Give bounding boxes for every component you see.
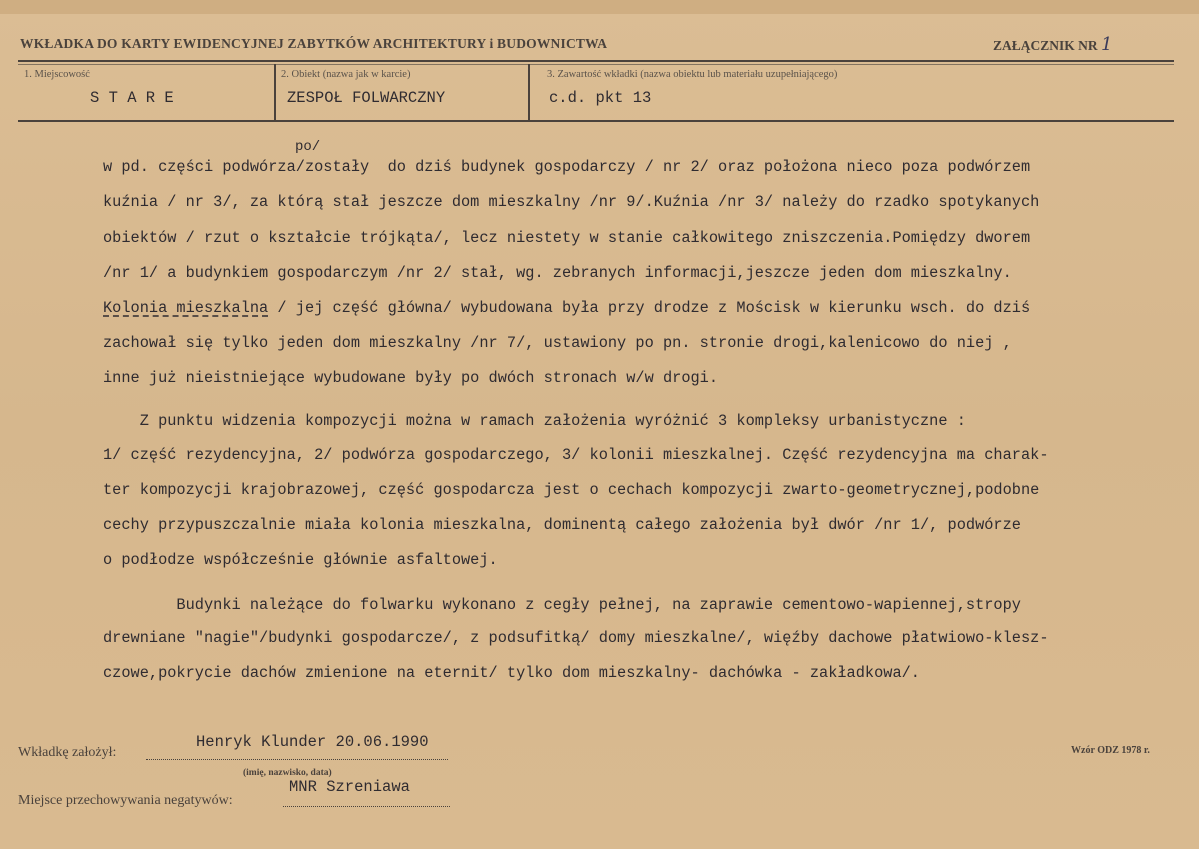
locality-value: S T A R E — [90, 89, 174, 107]
header-rule-bottom — [18, 120, 1174, 122]
body-line-1: w pd. części podwórza/zostały do dziś budynek gospodarczy / nr 2/ oraz położona nieco poza podwórzem — [103, 158, 1031, 176]
negatives-label: Miejsce przechowywania negatywów: — [18, 793, 233, 808]
field-divider-2 — [528, 64, 530, 120]
author-label: Wkładkę założył: — [18, 745, 117, 760]
card-top-edge — [0, 0, 1199, 14]
card-title: WKŁADKA DO KARTY EWIDENCYJNEJ ZABYTKÓW ARCHITEKTURY i BUDOWNICTWA — [20, 36, 608, 51]
header-rule-top — [18, 60, 1174, 62]
locality-label: 1. Miejscowość — [24, 69, 90, 80]
body-line-13: Budynki należące do folwarku wykonano z cegły pełnej, na zaprawie cementowo-wapiennej,stropy — [103, 596, 1021, 614]
body-line-7: inne już nieistniejące wybudowane były po dwóch stronach w/w drogi. — [103, 369, 719, 387]
negatives-dotted-line — [283, 806, 450, 807]
body-line-2: kuźnia / nr 3/, za którą stał jeszcze dom mieszkalny /nr 9/.Kuźnia /nr 3/ należy do rzadko spotykanych — [103, 193, 1040, 211]
body-line-10: ter kompozycji krajobrazowej, część gospodarcza jest o cechach kompozycji zwarto-geometrycznej,podobne — [103, 481, 1040, 499]
insertion-mark: po/ — [295, 139, 321, 155]
content-value: c.d. pkt 13 — [549, 89, 652, 107]
author-value: Henryk Klunder 20.06.1990 — [196, 733, 429, 751]
author-dotted-line — [146, 759, 448, 760]
body-line-15: czowe,pokrycie dachów zmienione na eternit/ tylko dom mieszkalny- dachówka - zakładkowa/. — [103, 664, 920, 682]
annex-label-text: ZAŁĄCZNIK NR — [993, 38, 1098, 53]
object-value: ZESPOŁ FOLWARCZNY — [287, 89, 446, 107]
body-line-6: zachował się tylko jeden dom mieszkalny /nr 7/, ustawiony po pn. stronie drogi,kalenicowo do niej , — [103, 334, 1012, 352]
body-line-11: cechy przypuszczalnie miała kolonia mieszkalna, dominentą całego założenia był dwór /nr 1/, podwórze — [103, 516, 1021, 534]
form-code: Wzór ODZ 1978 r. — [1071, 745, 1150, 756]
object-label: 2. Obiekt (nazwa jak w karcie) — [281, 69, 411, 80]
body-line-14: drewniane "nagie"/budynki gospodarcze/, z podsufitką/ domy mieszkalne/, więźby dachowe płatwiowo-klesz- — [103, 629, 1049, 647]
field-divider-1 — [274, 64, 276, 120]
author-hint: (imię, nazwisko, data) — [243, 768, 332, 778]
body-line-5-rest: / jej część główna/ wybudowana była przy drodze z Mościsk w kierunku wsch. do dziś — [268, 299, 1031, 317]
body-line-9: 1/ część rezydencyjna, 2/ podwórza gospodarczego, 3/ kolonii mieszkalnej. Część rezydencyjna ma charak- — [103, 446, 1049, 464]
header-rule-top-thin — [18, 64, 1174, 65]
body-line-3: obiektów / rzut o kształcie trójkąta/, lecz niestety w stanie całkowitego zniszczenia.Pomiędzy dworem — [103, 229, 1031, 247]
annex-label — [993, 34, 1112, 55]
underlined-heading: Kolonia mieszkalna — [103, 299, 269, 317]
annex-number: 1 — [1101, 34, 1113, 55]
negatives-value: MNR Szreniawa — [289, 778, 410, 796]
body-line-12: o podłodze współcześnie głównie asfaltowej. — [103, 551, 498, 569]
body-line-5 — [103, 299, 1030, 317]
body-line-4: /nr 1/ a budynkiem gospodarczym /nr 2/ stał, wg. zebranych informacji,jeszcze jeden dom mieszkalny. — [103, 264, 1012, 282]
content-label: 3. Zawartość wkładki (nazwa obiektu lub materiału uzupełniającego) — [547, 69, 838, 80]
body-line-8: Z punktu widzenia kompozycji można w ramach założenia wyróżnić 3 kompleksy urbanistyczne : — [103, 412, 966, 430]
